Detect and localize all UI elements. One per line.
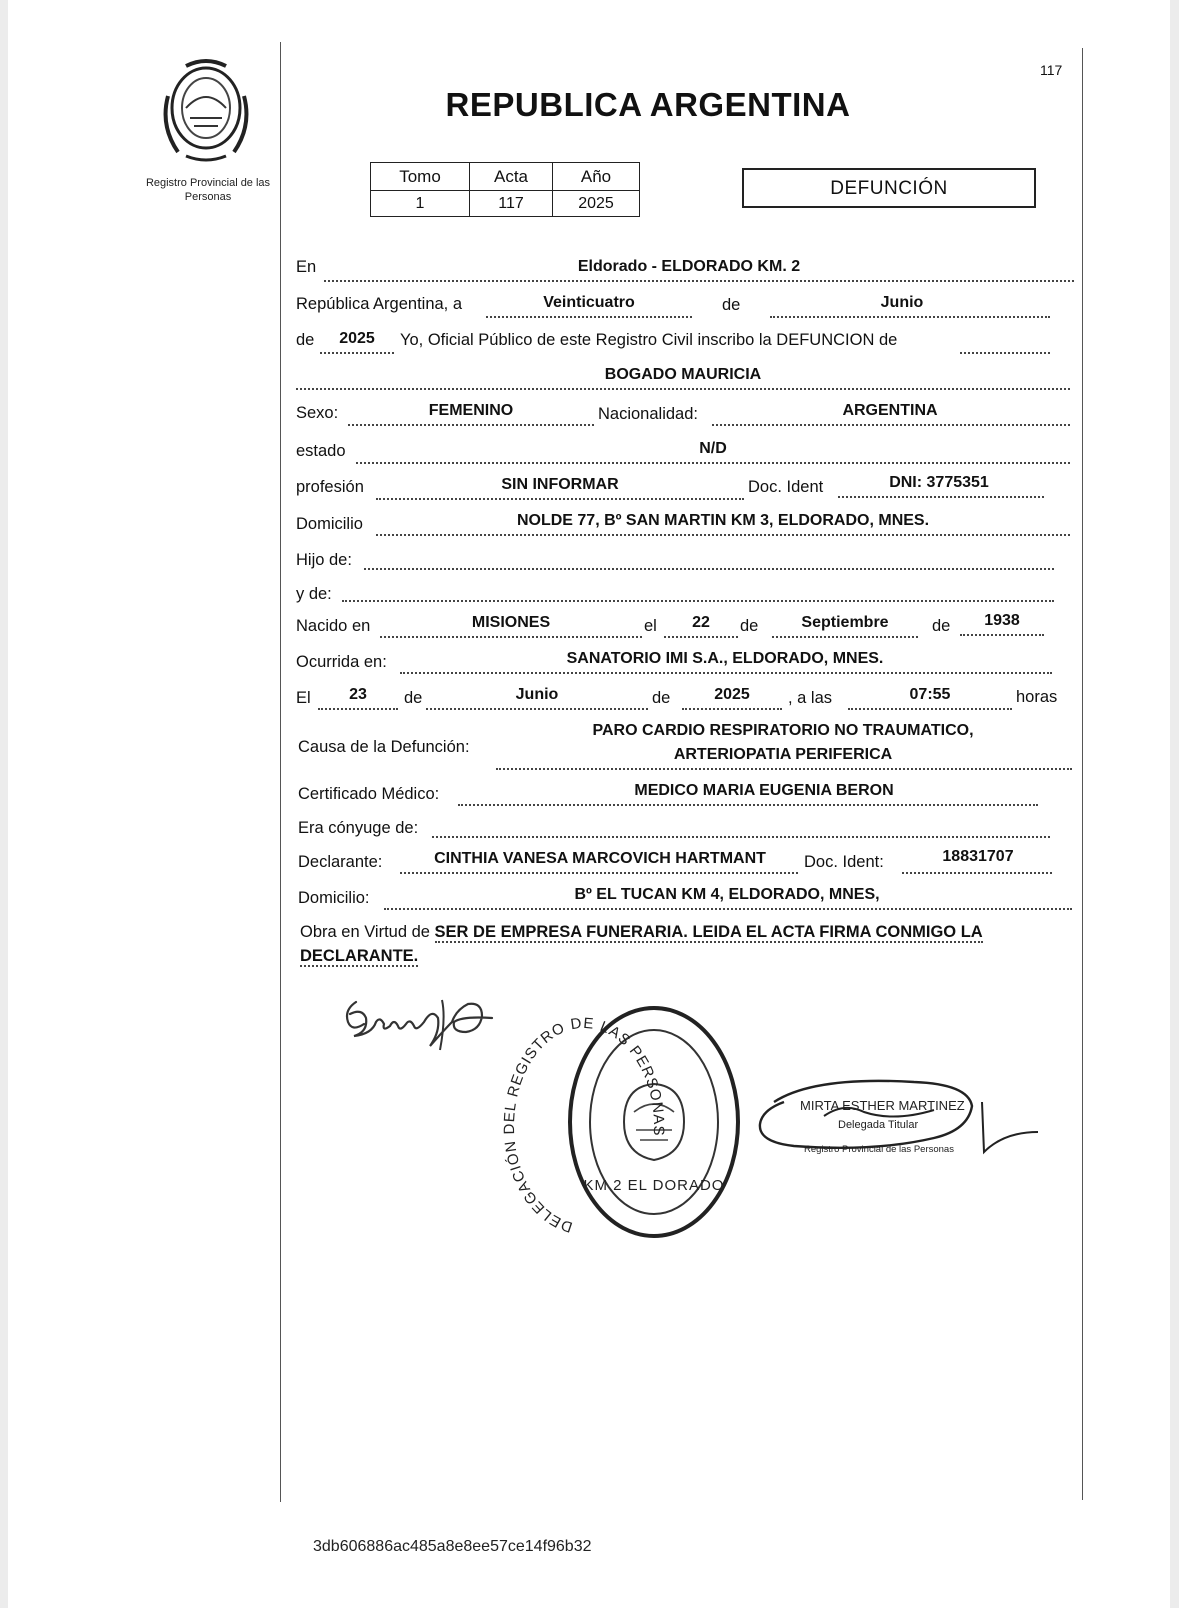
conyuge-line — [432, 836, 1050, 838]
certificado-value: MEDICO MARIA EUGENIA BERON — [634, 782, 894, 799]
muerte-mes-value: Junio — [515, 686, 559, 703]
hora-line — [848, 708, 1012, 710]
nacido-label: Nacido en — [296, 617, 371, 635]
left-margin-line — [280, 42, 281, 1502]
domicilio2-line — [384, 908, 1072, 910]
nacionalidad-value: ARGENTINA — [842, 402, 938, 419]
stamp-org: Registro Provincial de las Personas — [804, 1144, 954, 1155]
ocurrida-value: SANATORIO IMI S.A., ELDORADO, MNES. — [566, 650, 884, 667]
page-number: 117 — [1040, 62, 1063, 78]
ocurrida-label: Ocurrida en: — [296, 653, 387, 671]
causa-label: Causa de la Defunción: — [298, 738, 470, 756]
nacido-anio-value: 1938 — [984, 612, 1020, 629]
causa-value-1: PARO CARDIO RESPIRATORIO NO TRAUMATICO, — [592, 722, 974, 739]
province-emblem-icon — [156, 56, 256, 166]
nacido-lugar-line — [380, 636, 642, 638]
el2-label: El — [296, 689, 311, 707]
official-text: Yo, Oficial Público de este Registro Civil inscribo la DEFUNCION de — [400, 331, 898, 349]
estado-label: estado — [296, 442, 346, 460]
doc-label: Doc. Ident — [748, 478, 824, 496]
domicilio-line — [376, 534, 1070, 536]
obra-label: Obra en Virtud de — [300, 923, 430, 941]
doc-value: DNI: 3775351 — [889, 474, 989, 491]
record-type-box: DEFUNCIÓN — [742, 168, 1036, 208]
nacido-mes-value: Septiembre — [801, 614, 889, 631]
obra-value: SER DE EMPRESA FUNERARIA. LEIDA EL ACTA FIRMA CONMIGO LA DECLARANTE. — [300, 923, 983, 965]
nacido-dia-line — [664, 636, 738, 638]
de-label-6: de — [652, 689, 671, 707]
tomo-value: 1 — [371, 191, 470, 217]
place-line — [324, 280, 1074, 282]
deceased-name-value: BOGADO MAURICIA — [604, 366, 762, 383]
declarant-signature — [342, 988, 512, 1058]
profesion-line — [376, 498, 744, 500]
de-label-2: de — [296, 331, 315, 349]
horas-label: horas — [1016, 688, 1058, 706]
republica-label: República Argentina, a — [296, 295, 463, 313]
doc2-value: 18831707 — [942, 848, 1014, 865]
muerte-dia-value: 23 — [349, 686, 367, 703]
declarante-line — [400, 872, 798, 874]
document-hash: 3db606886ac485a8e8ee57ce14f96b32 — [313, 1538, 592, 1555]
sexo-line — [348, 424, 594, 426]
obra-paragraph — [300, 920, 1074, 968]
yde-label: y de: — [296, 585, 332, 603]
doc2-label: Doc. Ident: — [804, 853, 884, 871]
muerte-anio-line — [682, 708, 782, 710]
el-label: el — [644, 617, 657, 635]
doc2-line — [902, 872, 1052, 874]
declarante-value: CINTHIA VANESA MARCOVICH HARTMANT — [434, 850, 766, 867]
month-value: Junio — [880, 294, 924, 311]
conyuge-label: Era cónyuge de: — [298, 819, 419, 837]
acta-header: Acta — [470, 163, 553, 191]
profesion-label: profesión — [296, 478, 364, 496]
registry-name: Registro Provincial de las Personas — [145, 177, 271, 203]
tomo-header: Tomo — [371, 163, 470, 191]
domicilio2-label: Domicilio: — [298, 889, 370, 907]
domicilio-value: NOLDE 77, Bº SAN MARTIN KM 3, ELDORADO, MNES. — [516, 512, 930, 529]
hijo-label: Hijo de: — [296, 551, 352, 569]
nacido-anio-line — [960, 634, 1044, 636]
estado-line — [356, 462, 1070, 464]
de-label-5: de — [404, 689, 423, 707]
profesion-value: SIN INFORMAR — [501, 476, 619, 493]
muerte-dia-line — [318, 708, 398, 710]
official-stamp — [754, 1072, 1044, 1182]
right-margin-line — [1082, 48, 1083, 1500]
hijo-line — [364, 568, 1054, 570]
yde-line — [342, 600, 1054, 602]
anio-value: 2025 — [553, 191, 640, 217]
causa-value-2: ARTERIOPATIA PERIFERICA — [673, 746, 893, 763]
domicilio2-value: Bº EL TUCAN KM 4, ELDORADO, MNES, — [574, 886, 880, 903]
muerte-anio-value: 2025 — [714, 686, 750, 703]
de-label-4: de — [932, 617, 951, 635]
doc-line — [838, 496, 1044, 498]
nacido-lugar-value: MISIONES — [471, 614, 551, 631]
en-label: En — [296, 258, 317, 276]
estado-value: N/D — [699, 440, 727, 457]
deceased-name-line — [296, 388, 1070, 390]
stamp-role: Delegada Titular — [838, 1119, 919, 1131]
domicilio-label: Domicilio — [296, 515, 363, 533]
seal-inner-text: KM 2 EL DORADO — [583, 1177, 725, 1194]
nacionalidad-label: Nacionalidad: — [598, 405, 698, 423]
nacionalidad-line — [712, 424, 1070, 426]
anio-header: Año — [553, 163, 640, 191]
de-label-3: de — [740, 617, 759, 635]
acta-value: 117 — [470, 191, 553, 217]
document-page — [8, 0, 1170, 1608]
record-table — [370, 162, 640, 217]
day-words-value: Veinticuatro — [543, 294, 635, 311]
day-words-line — [486, 316, 692, 318]
ocurrida-line — [400, 672, 1052, 674]
de-label-1: de — [722, 296, 741, 314]
official-line — [960, 352, 1050, 354]
certificado-line — [458, 804, 1038, 806]
certificado-label: Certificado Médico: — [298, 785, 440, 803]
hora-value: 07:55 — [909, 686, 951, 703]
month-line — [770, 316, 1050, 318]
year-value: 2025 — [339, 330, 375, 347]
place-value: Eldorado - ELDORADO KM. 2 — [577, 258, 801, 275]
causa-line — [496, 768, 1072, 770]
stamp-name: MIRTA ESTHER MARTINEZ — [800, 1098, 965, 1113]
sexo-value: FEMENINO — [428, 402, 514, 419]
year-line — [320, 352, 394, 354]
registry-seal — [500, 1004, 744, 1244]
seal-ring-text: DELEGACIÓN DEL REGISTRO DE LAS PERSONAS — [500, 1014, 668, 1236]
alas-label: , a las — [788, 689, 833, 707]
muerte-mes-line — [426, 708, 648, 710]
document-title: REPUBLICA ARGENTINA — [445, 86, 851, 123]
sexo-label: Sexo: — [296, 404, 339, 422]
nacido-dia-value: 22 — [692, 614, 710, 631]
nacido-mes-line — [772, 636, 918, 638]
declarante-label: Declarante: — [298, 853, 383, 871]
